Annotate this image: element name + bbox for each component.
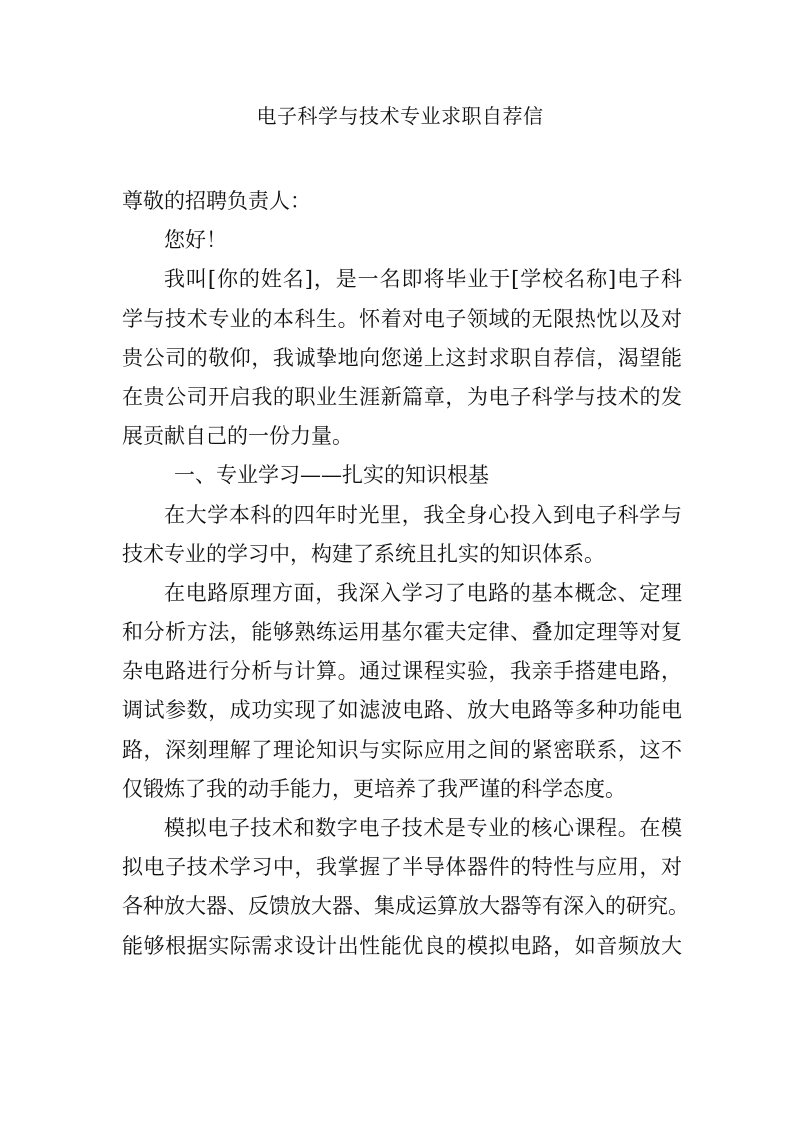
paragraph-line: 杂电路进行分析与计算。通过课程实验，我亲手搭建电路， xyxy=(122,659,682,684)
paragraph-line: 在电路原理方面，我深入学习了电路的基本概念、定理 xyxy=(164,580,682,605)
paragraph-line: 能够根据实际需求设计出性能优良的模拟电路，如音频放大 xyxy=(122,933,682,958)
paragraph-line: 拟电子技术学习中，我掌握了半导体器件的特性与应用，对 xyxy=(122,855,682,880)
greeting: 您好！ xyxy=(164,228,227,253)
paragraph-line: 仅锻炼了我的动手能力，更培养了我严谨的科学态度。 xyxy=(122,776,626,801)
document-title: 电子科学与技术专业求职自荐信 xyxy=(256,104,544,128)
paragraph-line: 技术专业的学习中，构建了系统且扎实的知识体系。 xyxy=(122,541,605,566)
paragraph-line: 在大学本科的四年时光里，我全身心投入到电子科学与 xyxy=(164,502,682,527)
paragraph-line: 路，深刻理解了理论知识与实际应用之间的紧密联系，这不 xyxy=(122,737,682,762)
paragraph-line: 各种放大器、反馈放大器、集成运算放大器等有深入的研究。 xyxy=(122,894,689,919)
paragraph-line: 调试参数，成功实现了如滤波电路、放大电路等多种功能电 xyxy=(122,698,682,723)
section-heading: 一、专业学习——扎实的知识根基 xyxy=(174,463,489,488)
paragraph-line: 和分析方法，能够熟练运用基尔霍夫定律、叠加定理等对复 xyxy=(122,620,682,645)
paragraph-line: 我叫[你的姓名]，是一名即将毕业于[学校名称]电子科 xyxy=(164,267,682,292)
salutation: 尊敬的招聘负责人： xyxy=(122,189,311,213)
letter-body xyxy=(122,182,689,966)
paragraph-line: 在贵公司开启我的职业生涯新篇章，为电子科学与技术的发 xyxy=(122,384,682,409)
paragraph-line: 展贡献自己的一份力量。 xyxy=(122,424,353,449)
paragraph-line: 学与技术专业的本科生。怀着对电子领域的无限热忱以及对 xyxy=(122,306,682,331)
paragraph-line: 模拟电子技术和数字电子技术是专业的核心课程。在模 xyxy=(164,816,682,840)
paragraph-line: 贵公司的敬仰，我诚挚地向您递上这封求职自荐信，渴望能 xyxy=(122,345,682,370)
